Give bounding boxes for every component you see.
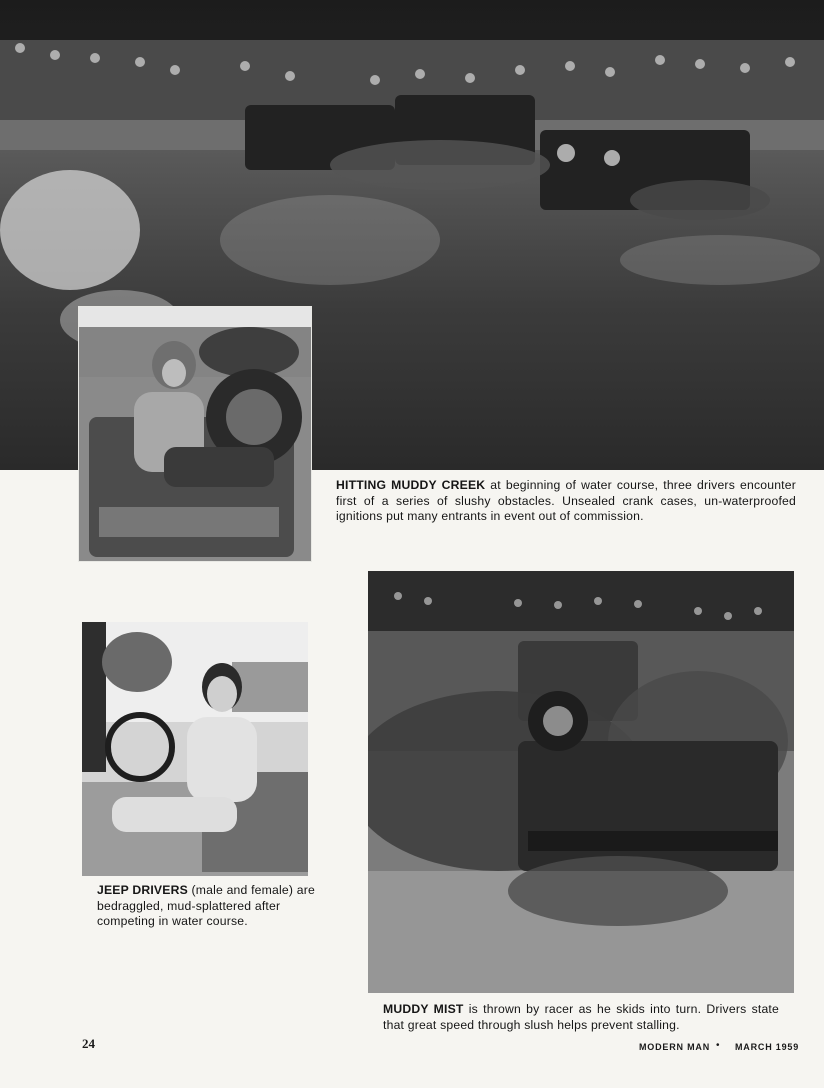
page-number: 24 bbox=[82, 1036, 95, 1051]
caption-muddy-creek-text: at beginning of water course, three drivers encounter first of a series of slushy obstacles. Unsealed crank cases, un-waterproofed ignitions put many entrants in event out of commission. bbox=[336, 478, 796, 523]
photo-female-driver bbox=[82, 622, 308, 876]
caption-muddy-mist-text: is thrown by racer as he skids into turn. Drivers state that great speed through slush helps prevent stalling. bbox=[383, 1002, 779, 1032]
photo-helmeted-driver bbox=[78, 306, 312, 562]
caption-jeep-drivers bbox=[97, 883, 317, 930]
caption-muddy-mist-lead: MUDDY MIST bbox=[383, 1002, 464, 1016]
caption-muddy-creek-lead: HITTING MUDDY CREEK bbox=[336, 478, 486, 492]
photo-muddy-mist bbox=[368, 571, 794, 993]
caption-jeep-drivers-text: (male and female) are bedraggled, mud-splattered after competing in water course. bbox=[97, 883, 315, 928]
caption-jeep-drivers-lead: JEEP DRIVERS bbox=[97, 883, 188, 897]
caption-muddy-creek bbox=[336, 478, 796, 525]
footer-separator: • bbox=[716, 1040, 720, 1051]
footer-magazine-name: MODERN MAN bbox=[639, 1042, 710, 1052]
footer-issue-date: MARCH 1959 bbox=[735, 1042, 800, 1052]
caption-muddy-mist bbox=[383, 1002, 779, 1033]
